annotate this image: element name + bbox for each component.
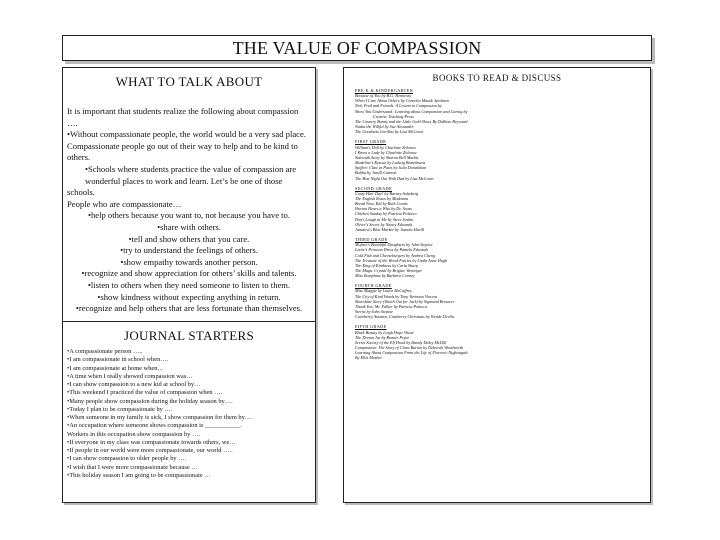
book-item: By Ellis Mosher — [355, 355, 382, 361]
book-item: The Magic Crystal by Brigitte Weninger — [355, 268, 423, 273]
talk-line: •tell and show others that you care. — [128, 233, 250, 244]
journal-starter: •A compassionate person ….. — [67, 348, 143, 355]
book-item: The English Roses by Madonna — [355, 195, 409, 201]
book-item: Crazy Hair Day! by Barney Saltzberg — [355, 190, 419, 196]
journal-starter: •When someone in my family is sick, I show compassion for them by…. — [67, 414, 253, 421]
book-item: William's Doll by Charlotte Zolotow — [355, 144, 416, 150]
grade-title: FOURTH GRADE — [355, 283, 392, 289]
book-item: Secret Society of the Elf Hood by Dandy Daley McDill — [355, 339, 447, 345]
book-item: Ned, Fred and Friends: A Lesson in Compassion by — [355, 103, 442, 109]
book-item: Show You Understand: Learning about Compassion and Caring by — [355, 108, 468, 114]
talk-panel — [62, 67, 316, 339]
journal-starter: •I can show compassion to a new kid at school by… — [67, 381, 201, 388]
talk-line: People who are compassionate… — [67, 198, 182, 209]
journal-starter: •I wish that I were more compassionate because … — [67, 463, 198, 471]
book-item: Oliver's Secret by Nancy Edwards — [355, 221, 413, 227]
grade-section — [355, 283, 646, 319]
book-item: Black Beauty by Leigh Hope Wood — [355, 329, 414, 335]
grade-section — [355, 88, 646, 134]
talk-heading: WHAT TO TALK ABOUT — [115, 74, 263, 89]
grade-section — [355, 139, 646, 180]
talk-line: •recognize and show appreciation for others’ skills and talents. — [81, 268, 297, 279]
book-item: Creative Teaching Press — [373, 113, 414, 119]
talk-line: Compassionate people go out of their way to help and to be kind to others. — [67, 140, 298, 163]
journal-starter: Workers in this occupation show compassion by …. — [67, 430, 200, 438]
book-item: The King of Kindness by Carla Sharp — [355, 262, 419, 268]
books-panel — [343, 67, 651, 503]
talk-body — [63, 106, 315, 315]
book-item: The Best Night Out With Dad by Lisa McCourt — [355, 175, 434, 181]
journal-starter: •This holiday season I am going to be compassionate … — [67, 471, 211, 479]
book-item: Because of You by B.G. Hennessy — [355, 93, 412, 99]
journal-starter: •I am compassionate at home when… — [67, 364, 164, 372]
book-item: Miss Rumphius by Barbara Cooney — [355, 273, 415, 279]
book-item: Cranberry Autumn, Cranberry Christmas by Wende Devlin — [355, 314, 454, 320]
journal-starter: •Many people show compassion during the holiday season by…. — [67, 397, 233, 405]
talk-line: •Schools where students practice the value of compassion are — [85, 163, 297, 174]
book-item: Don't Laugh at Me by Steve Seskin — [355, 216, 414, 222]
books-body — [344, 88, 650, 361]
grade-section — [355, 186, 646, 232]
talk-line: •share with others. — [157, 221, 221, 232]
journal-starter: •I am compassionate in school when…. — [67, 356, 169, 364]
book-item: The Dream Jar by Bonnie Pryor — [355, 334, 410, 340]
book-item: Bubba by Janell Cannon — [355, 170, 397, 176]
talk-line: •try to understand the feelings of others. — [120, 245, 258, 256]
talk-line: •recognize and help others that are less fortunate than themselves. — [75, 303, 303, 314]
book-item: Nadia the Willful by Sue Alexander — [355, 124, 414, 130]
book-item: Sierra by John Steptoe — [355, 309, 394, 315]
grade-section — [355, 237, 646, 278]
book-item: Shoeshine Story (Watch Out for Jack) by Sigmund Brouwer — [355, 298, 455, 304]
talk-line: •listen to others when they need someone to listen to them. — [87, 279, 291, 290]
journal-starter: •If people in our world were more compassionate, our world ….. — [67, 447, 233, 454]
book-item: Lottie's Princess Dress by Pamela Edwards — [355, 247, 429, 253]
grade-title: FIFTH GRADE — [355, 324, 387, 330]
talk-line: It is important that students realize the following about compassion …. — [67, 106, 299, 128]
books-heading: BOOKS TO READ & DISCUSS — [432, 73, 562, 83]
talk-line: •help others because you want to, not because you have to. — [87, 210, 291, 221]
book-item: Miss Maggie by Laura McCaffrey — [355, 288, 412, 294]
grade-title: SECOND GRADE — [355, 185, 393, 191]
talk-line: •Without compassionate people, the world would be a very sad place. — [67, 129, 306, 140]
book-item: Spiffen: Claw in Paws by Julia Donaldson — [355, 165, 427, 171]
book-item: Thank You, Mr. Falker by Patricia Polacco — [355, 303, 428, 309]
journal-panel — [62, 321, 316, 503]
book-item: The Country Bunny and the Little Gold Shoes By DuBose Heyward — [355, 118, 468, 124]
journal-starter: •An occupation where someone shows compassion is ___________. — [67, 422, 242, 430]
book-item: Sidewalk Story by Sharon Bell Mathis — [355, 154, 419, 160]
journal-starter: •I can show compassion to older people by …. — [67, 455, 187, 463]
book-item: Compassion: The Story of Clara Barton by Deborah Woodworth — [355, 345, 464, 351]
journal-body — [63, 348, 315, 480]
talk-line: •show kindness without expecting anything in return. — [97, 291, 281, 302]
book-item: Cold Fish and Cheeseburgers by Andrea Cheng — [355, 252, 436, 258]
book-item: Mufaro's Beautiful Daughters by John Steptoe — [355, 242, 433, 248]
book-item: When I Care About Others by Cornelia Maude Spelman — [355, 98, 449, 104]
journal-starter: •Today I plan to be compassionate by …. — [67, 405, 173, 413]
book-item: Learning About Compassion From the Life of Florence Nightingale — [355, 350, 469, 356]
book-item: The City of Kind Words by Tony Varinata Vincent — [355, 293, 438, 299]
grade-title: THIRD GRADE — [355, 237, 388, 243]
book-item: Horton Hears a Who by Dr. Seuss — [355, 206, 412, 212]
journal-heading: JOURNAL STARTERS — [124, 328, 254, 343]
title-box — [62, 35, 652, 61]
book-item: Jamaica's Blue Marker by Juanita Havill — [355, 226, 425, 232]
book-item: Bread Now, Kid by Ruth Coutts — [355, 201, 408, 207]
book-item: Chicken Sunday by Patricia Polacco — [355, 211, 417, 217]
worksheet — [62, 35, 656, 498]
book-item: Madeline's Rescue by Ludwig Bemelmans — [355, 160, 426, 166]
journal-starter: •This weekend I practiced the value of compassion when …. — [67, 389, 223, 397]
talk-line: •show empathy towards another person. — [120, 256, 258, 267]
book-item: I Know a Lady by Charlotte Zolotow — [355, 149, 417, 155]
grade-title: PRE-K & KINDERGARTEN — [355, 88, 413, 93]
journal-starter: •A time when I really showed compassion was… — [67, 372, 193, 380]
page-title: THE VALUE OF COMPASSION — [232, 38, 482, 58]
grade-title: FIRST GRADE — [355, 139, 387, 145]
grade-section — [355, 324, 646, 360]
book-item: The Goodness Gorillas by Lisa McCourt — [355, 129, 424, 135]
book-item: The Treasure of the Wood-Fairies by Linda Anne Hugh — [355, 257, 448, 263]
journal-starter: •If everyone in my class was compassionate towards others, we… — [67, 438, 236, 446]
talk-line: wonderful places to work and learn. Let’s be one of those schools. — [67, 175, 283, 198]
